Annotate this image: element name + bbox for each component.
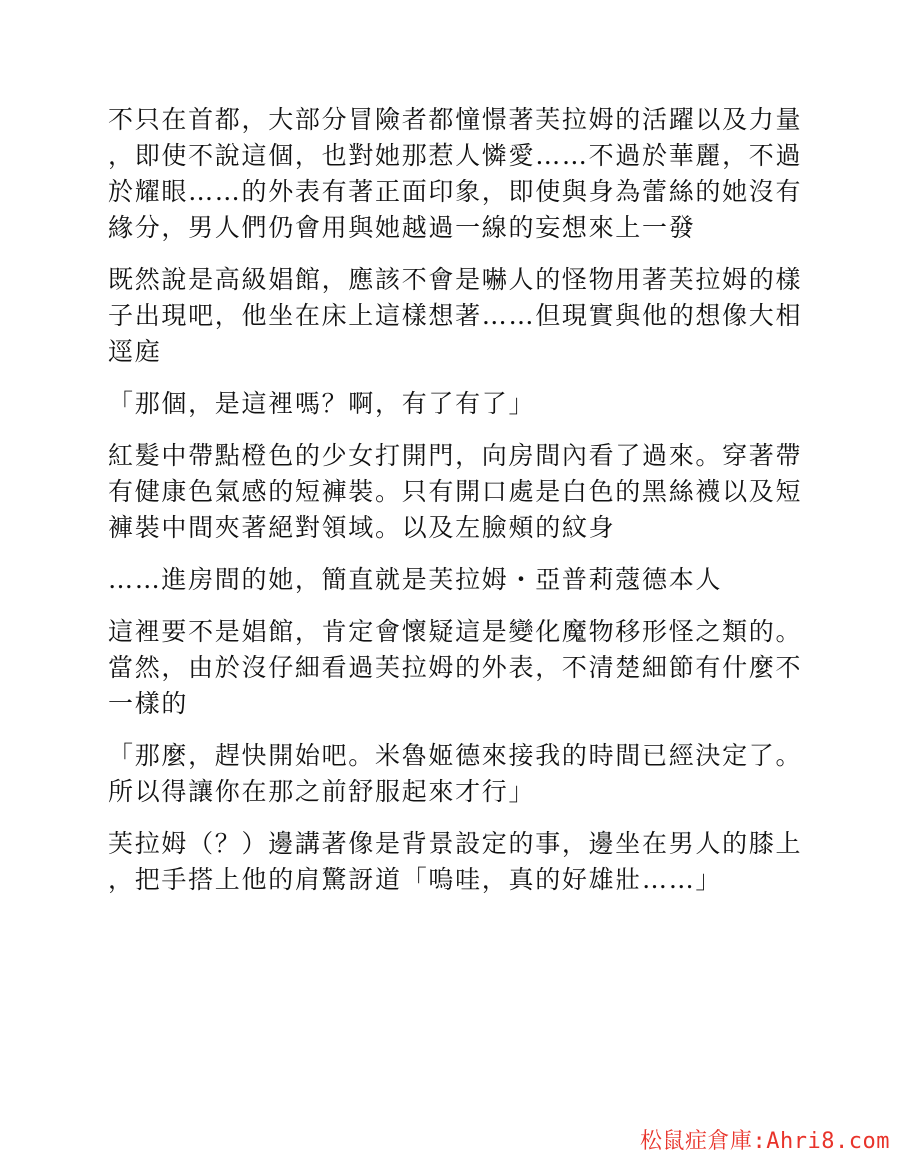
text-line: 有健康色氣感的短褲裝。只有開口處是白色的黑絲襪以及短 — [108, 477, 803, 506]
text-line: 「那個，是這裡嗎？啊，有了有了」 — [108, 389, 536, 418]
watermark-text: 松鼠症倉庫:Ahri8.com — [640, 1129, 890, 1154]
text-line: 於耀眼……的外表有著正面印象，即使與身為蕾絲的她沒有 — [108, 177, 803, 206]
text-line: ，把手搭上他的肩驚訝道「嗚哇，真的好雄壯……」 — [108, 865, 723, 894]
paragraph-8 — [108, 826, 808, 898]
paragraph-2 — [108, 262, 808, 370]
paragraph-7 — [108, 738, 808, 810]
text-line: 這裡要不是娼館，肯定會懷疑這是變化魔物移形怪之類的。 — [108, 617, 803, 646]
paragraph-1 — [108, 102, 808, 246]
text-line: 「那麼，趕快開始吧。米魯姬德來接我的時間已經決定了。 — [108, 741, 803, 770]
text-line: ……進房間的她，簡直就是芙拉姆・亞普莉蔻德本人 — [108, 565, 723, 594]
text-line: 當然，由於沒仔細看過芙拉姆的外表，不清楚細節有什麼不 — [108, 653, 803, 682]
text-line: 紅髮中帶點橙色的少女打開門，向房間內看了過來。穿著帶 — [108, 441, 803, 470]
text-line: 褲裝中間夾著絕對領域。以及左臉頰的紋身 — [108, 513, 616, 542]
paragraph-3 — [108, 386, 808, 422]
text-line: 一樣的 — [108, 689, 189, 718]
text-line: 子出現吧，他坐在床上這樣想著……但現實與他的想像大相 — [108, 301, 803, 330]
text-line: 所以得讓你在那之前舒服起來才行」 — [108, 777, 536, 806]
text-line: ，即使不說這個，也對她那惹人憐愛……不過於華麗，不過 — [108, 141, 803, 170]
text-line: 緣分，男人們仍會用與她越過一線的妄想來上一發 — [108, 213, 696, 242]
paragraph-5 — [108, 562, 808, 598]
document-body — [108, 102, 808, 914]
text-line: 芙拉姆（？）邊講著像是背景設定的事，邊坐在男人的膝上 — [108, 829, 803, 858]
paragraph-4 — [108, 438, 808, 546]
text-line: 不只在首都，大部分冒險者都憧憬著芙拉姆的活躍以及力量 — [108, 105, 803, 134]
paragraph-6 — [108, 614, 808, 722]
text-line: 既然說是高級娼館，應該不會是嚇人的怪物用著芙拉姆的樣 — [108, 265, 803, 294]
text-line: 逕庭 — [108, 337, 162, 366]
